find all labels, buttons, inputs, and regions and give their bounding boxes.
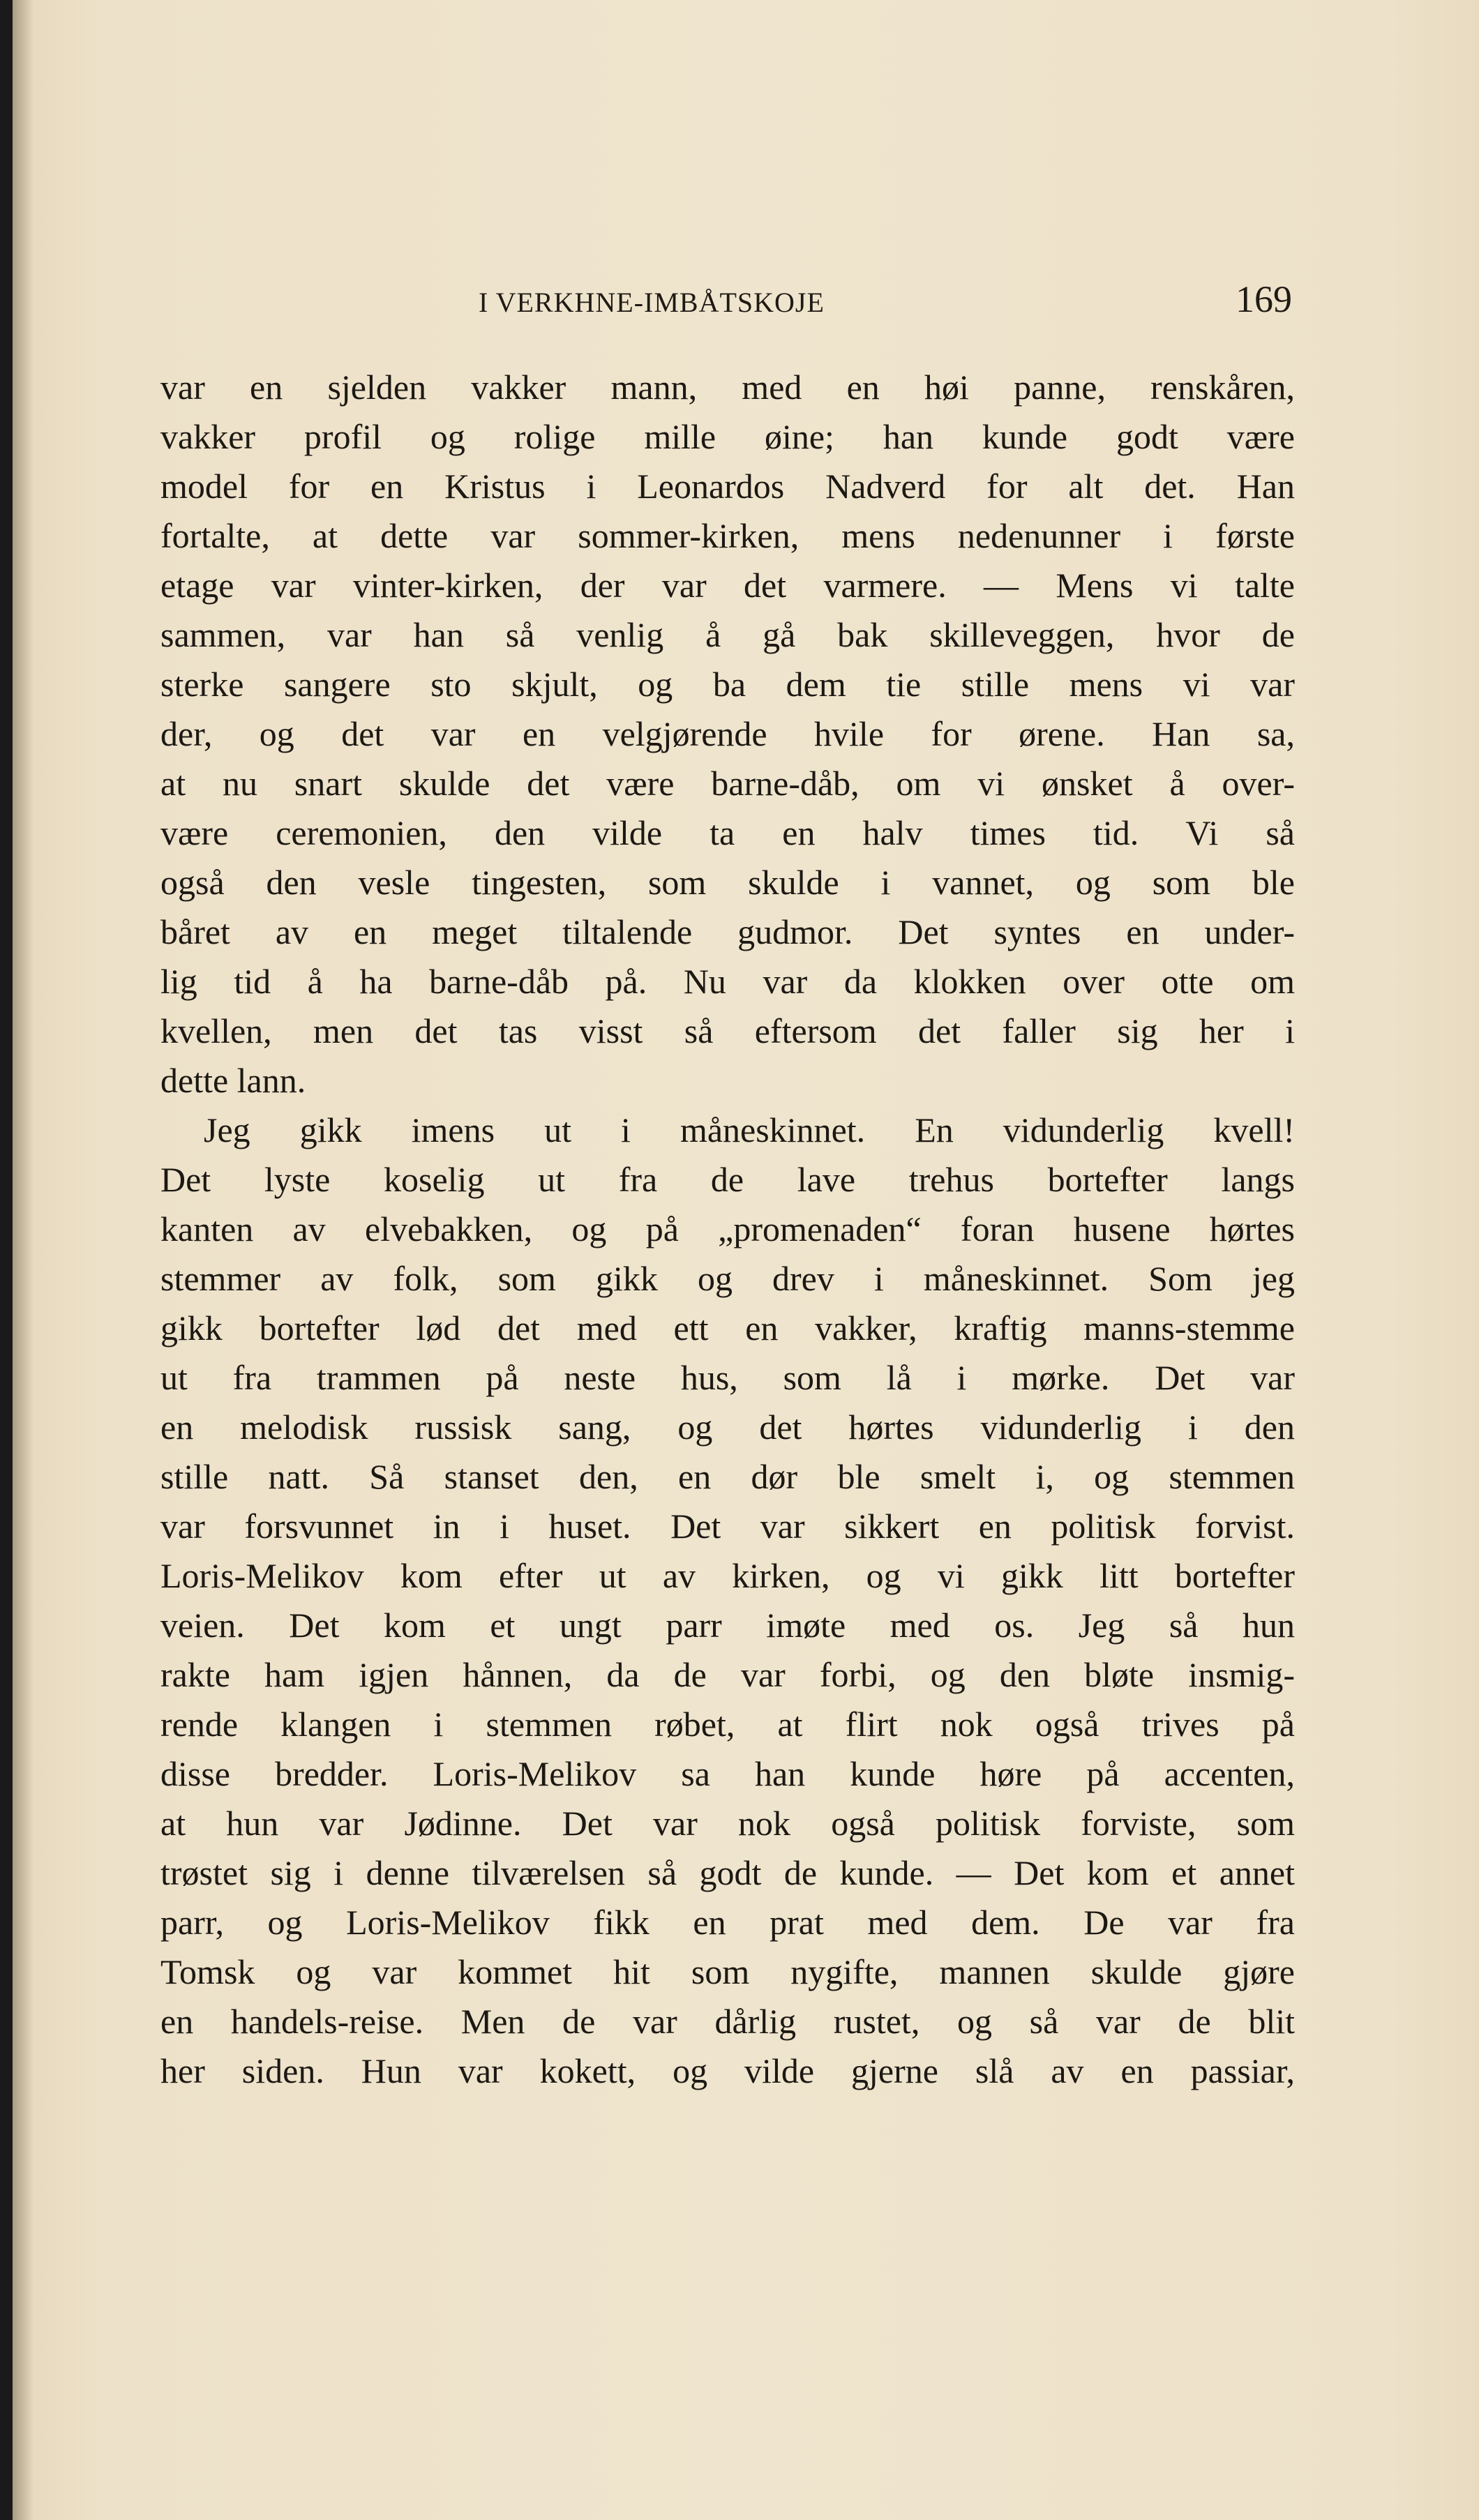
text-line: fortalte, at dette var sommer-kirken, mens nedenunner i første — [160, 516, 1295, 555]
text-line: sterke sangere sto skjult, og ba dem tie stille mens vi var — [160, 665, 1295, 704]
text-line: ut fra trammen på neste hus, som lå i mørke. Det var — [160, 1358, 1295, 1397]
text-line: Tomsk og var kommet hit som nygifte, mannen skulde gjøre — [160, 1952, 1295, 1991]
text-line: trøstet sig i denne tilværelsen så godt de kunde. — Det kom et annet — [160, 1853, 1295, 1892]
running-head — [200, 272, 1292, 328]
text-line: sammen, var han så venlig å gå bak skilleveggen, hvor de — [160, 615, 1295, 654]
text-line: disse bredder. Loris-Melikov sa han kunde høre på accenten, — [160, 1754, 1295, 1793]
text-line: veien. Det kom et ungt parr imøte med os. Jeg så hun — [160, 1606, 1295, 1645]
text-line: en melodisk russisk sang, og det hørtes vidunderlig i den — [160, 1408, 1295, 1447]
text-line: gikk bortefter lød det med ett en vakker, kraftig manns-stemme — [160, 1308, 1295, 1348]
text-line: var forsvunnet in i huset. Det var sikkert en politisk forvist. — [160, 1507, 1295, 1546]
text-line: kanten av elvebakken, og på „promenaden“ foran husene hørtes — [160, 1209, 1295, 1248]
text-line: være ceremonien, den vilde ta en halv times tid. Vi så — [160, 813, 1295, 852]
text-line: Det lyste koselig ut fra de lave trehus bortefter langs — [160, 1160, 1295, 1199]
text-line: parr, og Loris-Melikov fikk en prat med dem. De var fra — [160, 1903, 1295, 1942]
text-line: stemmer av folk, som gikk og drev i måneskinnet. Som jeg — [160, 1259, 1295, 1298]
text-line: etage var vinter-kirken, der var det varmere. — Mens vi talte — [160, 566, 1295, 605]
text-line: at nu snart skulde det være barne-dåb, om vi ønsket å over- — [160, 764, 1295, 803]
text-line: var en sjelden vakker mann, med en høi panne, renskåren, — [160, 368, 1295, 407]
text-line: stille natt. Så stanset den, en dør ble smelt i, og stemmen — [160, 1457, 1295, 1496]
body-text — [160, 363, 1295, 2096]
text-line: der, og det var en velgjørende hvile for ørene. Han sa, — [160, 714, 1295, 753]
book-page — [13, 0, 1479, 2520]
page-edge-shadow — [13, 0, 33, 2520]
page-number: 169 — [1236, 278, 1292, 320]
text-line: en handels-reise. Men de var dårlig rustet, og så var de blit — [160, 2002, 1295, 2041]
running-title: I VERKHNE-IMBÅTSKOJE — [479, 287, 825, 318]
text-line: båret av en meget tiltalende gudmor. Det syntes en under- — [160, 912, 1295, 951]
text-line: her siden. Hun var kokett, og vilde gjerne slå av en passiar, — [160, 2051, 1295, 2090]
text-line: rakte ham igjen hånnen, da de var forbi, og den bløte insmig- — [160, 1655, 1295, 1694]
text-line: rende klangen i stemmen røbet, at flirt nok også trives på — [160, 1705, 1295, 1744]
text-line: Loris-Melikov kom efter ut av kirken, og vi gikk litt bortefter — [160, 1556, 1295, 1595]
text-line: dette lann. — [160, 1061, 306, 1100]
text-line: Jeg gikk imens ut i måneskinnet. En vidunderlig kvell! — [204, 1110, 1295, 1149]
text-line: model for en Kristus i Leonardos Nadverd for alt det. Han — [160, 467, 1295, 506]
text-line: også den vesle tingesten, som skulde i vannet, og som ble — [160, 863, 1295, 902]
text-line: at hun var Jødinne. Det var nok også politisk forviste, som — [160, 1804, 1295, 1843]
text-line: lig tid å ha barne-dåb på. Nu var da klokken over otte om — [160, 962, 1295, 1001]
text-line: kvellen, men det tas visst så eftersom det faller sig her i — [160, 1011, 1295, 1050]
text-line: vakker profil og rolige mille øine; han kunde godt være — [160, 417, 1295, 456]
